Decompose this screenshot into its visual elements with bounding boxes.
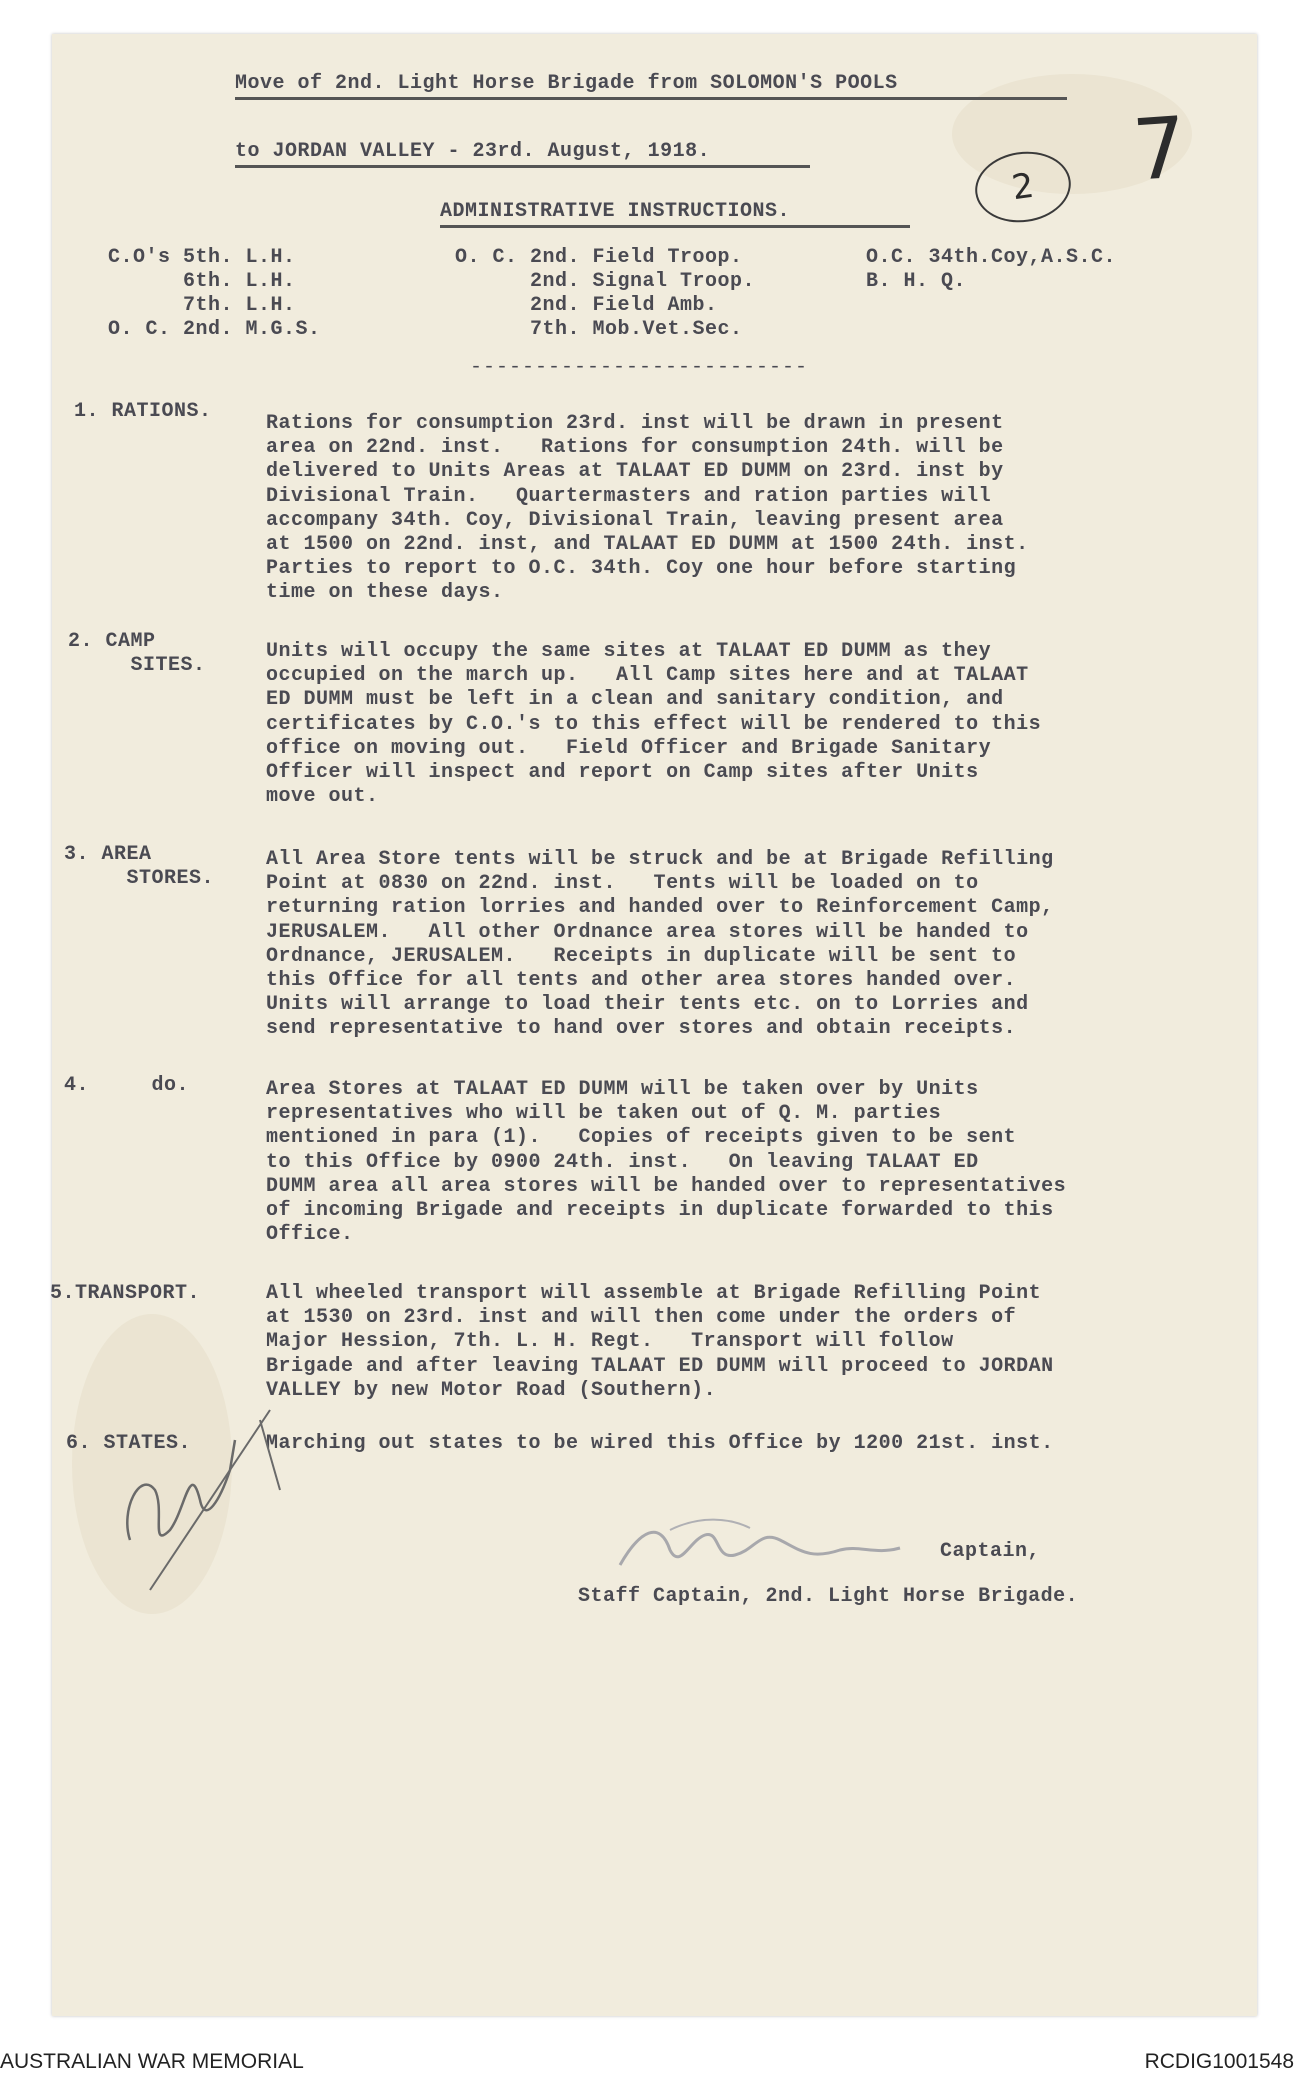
paragraph-label-camp-sites: 2. CAMP SITES. <box>68 630 206 677</box>
distribution-col2-line: 2nd. Signal Troop. <box>455 270 756 293</box>
distribution-col2-line: 2nd. Field Amb. <box>455 294 718 317</box>
distribution-col3-line: O.C. 34th.Coy,A.S.C. <box>866 246 1117 269</box>
distribution-col1-line: C.O's 5th. L.H. <box>108 246 296 269</box>
paragraph-label-rations: 1. RATIONS. <box>74 400 212 423</box>
distribution-col1-line: 6th. L.H. <box>108 270 296 293</box>
signature-appointment: Staff Captain, 2nd. Light Horse Brigade. <box>578 1585 1079 1608</box>
paragraph-label-transport: 5.TRANSPORT. <box>50 1282 201 1305</box>
title-line-3: ADMINISTRATIVE INSTRUCTIONS. <box>440 200 910 228</box>
paragraph-label-area-stores: 3. AREA STORES. <box>64 843 215 890</box>
paragraph-text-states: Marching out states to be wired this Office by 1200 21st. inst. <box>266 1432 1054 1455</box>
distribution-col2-line: O. C. 2nd. Field Troop. <box>455 246 743 269</box>
separator-rule: -------------------------- <box>470 356 809 379</box>
paragraph-label-do: 4. do. <box>64 1074 190 1097</box>
paragraph-label-states: 6. STATES. <box>66 1432 192 1455</box>
title-line-1: Move of 2nd. Light Horse Brigade from SOLOMON'S POOLS <box>235 72 1067 100</box>
paragraph-text-rations: Rations for consumption 23rd. inst will be drawn in present area on 22nd. inst. Rations for consumption 24th. will be delivered to Units Areas at TALAAT ED DUMM on 23rd. inst by Divisional Train. Quartermasters and ration parties will accompany 34th. Coy, Divisional Train, leaving present area at 1500 on 22nd. inst, and TALAAT ED DUMM at 1500 24th. inst. Parties to report to O.C. 34th. Coy one hour before starting time on these days. <box>266 412 1029 605</box>
handwritten-page-number: 7 <box>1129 98 1190 200</box>
distribution-col1-line: 7th. L.H. <box>108 294 296 317</box>
footer-left-caption: AUSTRALIAN WAR MEMORIAL <box>0 2050 304 2073</box>
distribution-col2-line: 7th. Mob.Vet.Sec. <box>455 318 743 341</box>
paragraph-text-area-stores: All Area Store tents will be struck and be at Brigade Refilling Point at 0830 on 22nd. inst. Tents will be loaded on to returning ration lorries and handed over to Reinforcement Camp, JERUSALEM. All other Ordnance area stores will be handed to Ordnance, JERUSALEM. Receipts in duplicate will be sent to this Office for all tents and other area stores handed over. Units will arrange to load their tents etc. on to Lorries and send representative to hand over stores and obtain receipts. <box>266 848 1054 1041</box>
distribution-col1-line: O. C. 2nd. M.G.S. <box>108 318 321 341</box>
distribution-col3-line: B. H. Q. <box>866 270 967 293</box>
title-line-2: to JORDAN VALLEY - 23rd. August, 1918. <box>235 140 810 168</box>
paragraph-text-do: Area Stores at TALAAT ED DUMM will be taken over by Units representatives who will be taken out of Q. M. parties mentioned in para (1). Copies of receipts given to be sent to this Office by 0900 24th. inst. On leaving TALAAT ED DUMM area all area stores will be handed over to representatives of incoming Brigade and receipts in duplicate forwarded to this Office. <box>266 1078 1067 1247</box>
pencil-annotation-mark <box>110 1380 310 1600</box>
paragraph-text-camp-sites: Units will occupy the same sites at TALAAT ED DUMM as they occupied on the march up. All Camp sites here and at TALAAT ED DUMM must be left in a clean and sanitary condition, and certificates by C.O.'s to this effect will be rendered to this office on moving out. Field Officer and Brigade Sanitary Officer will inspect and report on Camp sites after Units move out. <box>266 640 1042 809</box>
circled-number-text: 2 <box>1009 165 1037 209</box>
footer-right-caption: RCDIG1001548 <box>1144 2050 1294 2073</box>
handwritten-signature <box>610 1510 910 1590</box>
paragraph-text-transport: All wheeled transport will assemble at Brigade Refilling Point at 1530 on 23rd. inst and will then come under the orders of Major Hession, 7th. L. H. Regt. Transport will follow Brigade and after leaving TALAAT ED DUMM will proceed to JORDAN VALLEY by new Motor Road (Southern). <box>266 1282 1054 1402</box>
signature-rank: Captain, <box>940 1540 1041 1563</box>
